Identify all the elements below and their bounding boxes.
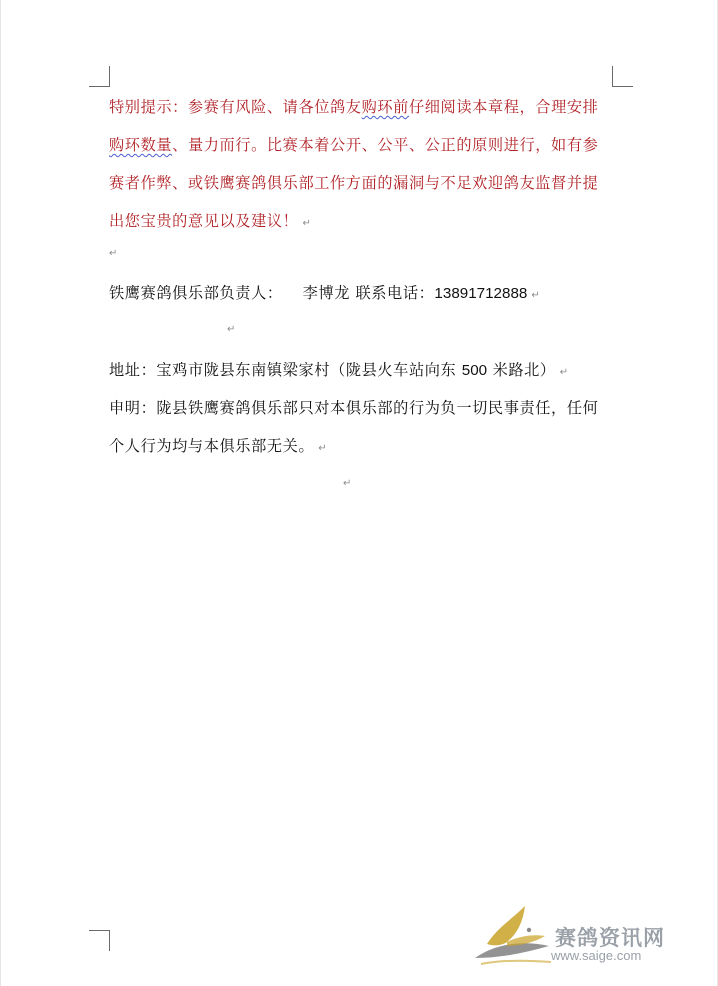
address-distance: 500	[461, 362, 488, 379]
contact-name: 李博龙	[302, 284, 351, 302]
spellcheck-flagged-word[interactable]: 购环前	[361, 98, 409, 116]
notice-text-part: 、量力而行。比赛本着公开、公平、公正的原则进行，如有参赛者作弊、或铁鹰赛鸽俱乐部工作方面的漏洞与不足欢迎鸽友监督并提出您宝贵的意见以及建议！	[109, 136, 599, 230]
spellcheck-flagged-word[interactable]: 购环数量	[109, 136, 173, 154]
address-tail: 米路北）	[492, 361, 556, 379]
pigeon-logo-icon	[467, 900, 557, 972]
watermark-url: www.saige.com	[551, 948, 642, 963]
watermark-title: 赛鸽资讯网	[555, 926, 665, 950]
address-text: 宝鸡市陇县东南镇梁家村（陇县火车站向东	[156, 361, 457, 379]
corner-mark-bottom-left	[89, 930, 110, 951]
paragraph-mark: ↵	[343, 478, 352, 489]
paragraph-mark: ↵	[318, 443, 327, 454]
contact-paragraph[interactable]	[109, 274, 629, 315]
notice-text-part: 仔细阅读本章程，合理安排	[408, 98, 599, 116]
phone-number: 13891712888	[434, 285, 528, 302]
address-paragraph[interactable]	[109, 351, 629, 392]
paragraph-mark: ↵	[531, 290, 540, 301]
paragraph-mark: ↵	[559, 367, 569, 378]
corner-mark-top-right	[612, 66, 633, 87]
phone-label: 联系电话：	[355, 284, 435, 302]
site-watermark	[467, 900, 707, 972]
statement-paragraph[interactable]	[109, 389, 614, 468]
paragraph-mark: ↵	[227, 324, 236, 335]
contact-label: 铁鹰赛鸽俱乐部负责人：	[109, 284, 283, 302]
statement-text: 陇县铁鹰赛鸽俱乐部只对本俱乐部的行为负一切民事责任，任何个人行为均与本俱乐部无关。	[109, 399, 599, 455]
statement-label: 申明：	[109, 399, 157, 417]
address-label: 地址：	[109, 361, 157, 379]
notice-text-part: 特别提示：参赛有风险、请各位鸽友	[109, 98, 362, 116]
corner-mark-top-left	[89, 66, 110, 87]
notice-paragraph[interactable]	[109, 88, 614, 243]
paragraph-mark: ↵	[302, 218, 311, 229]
paragraph-mark: ↵	[109, 248, 118, 259]
